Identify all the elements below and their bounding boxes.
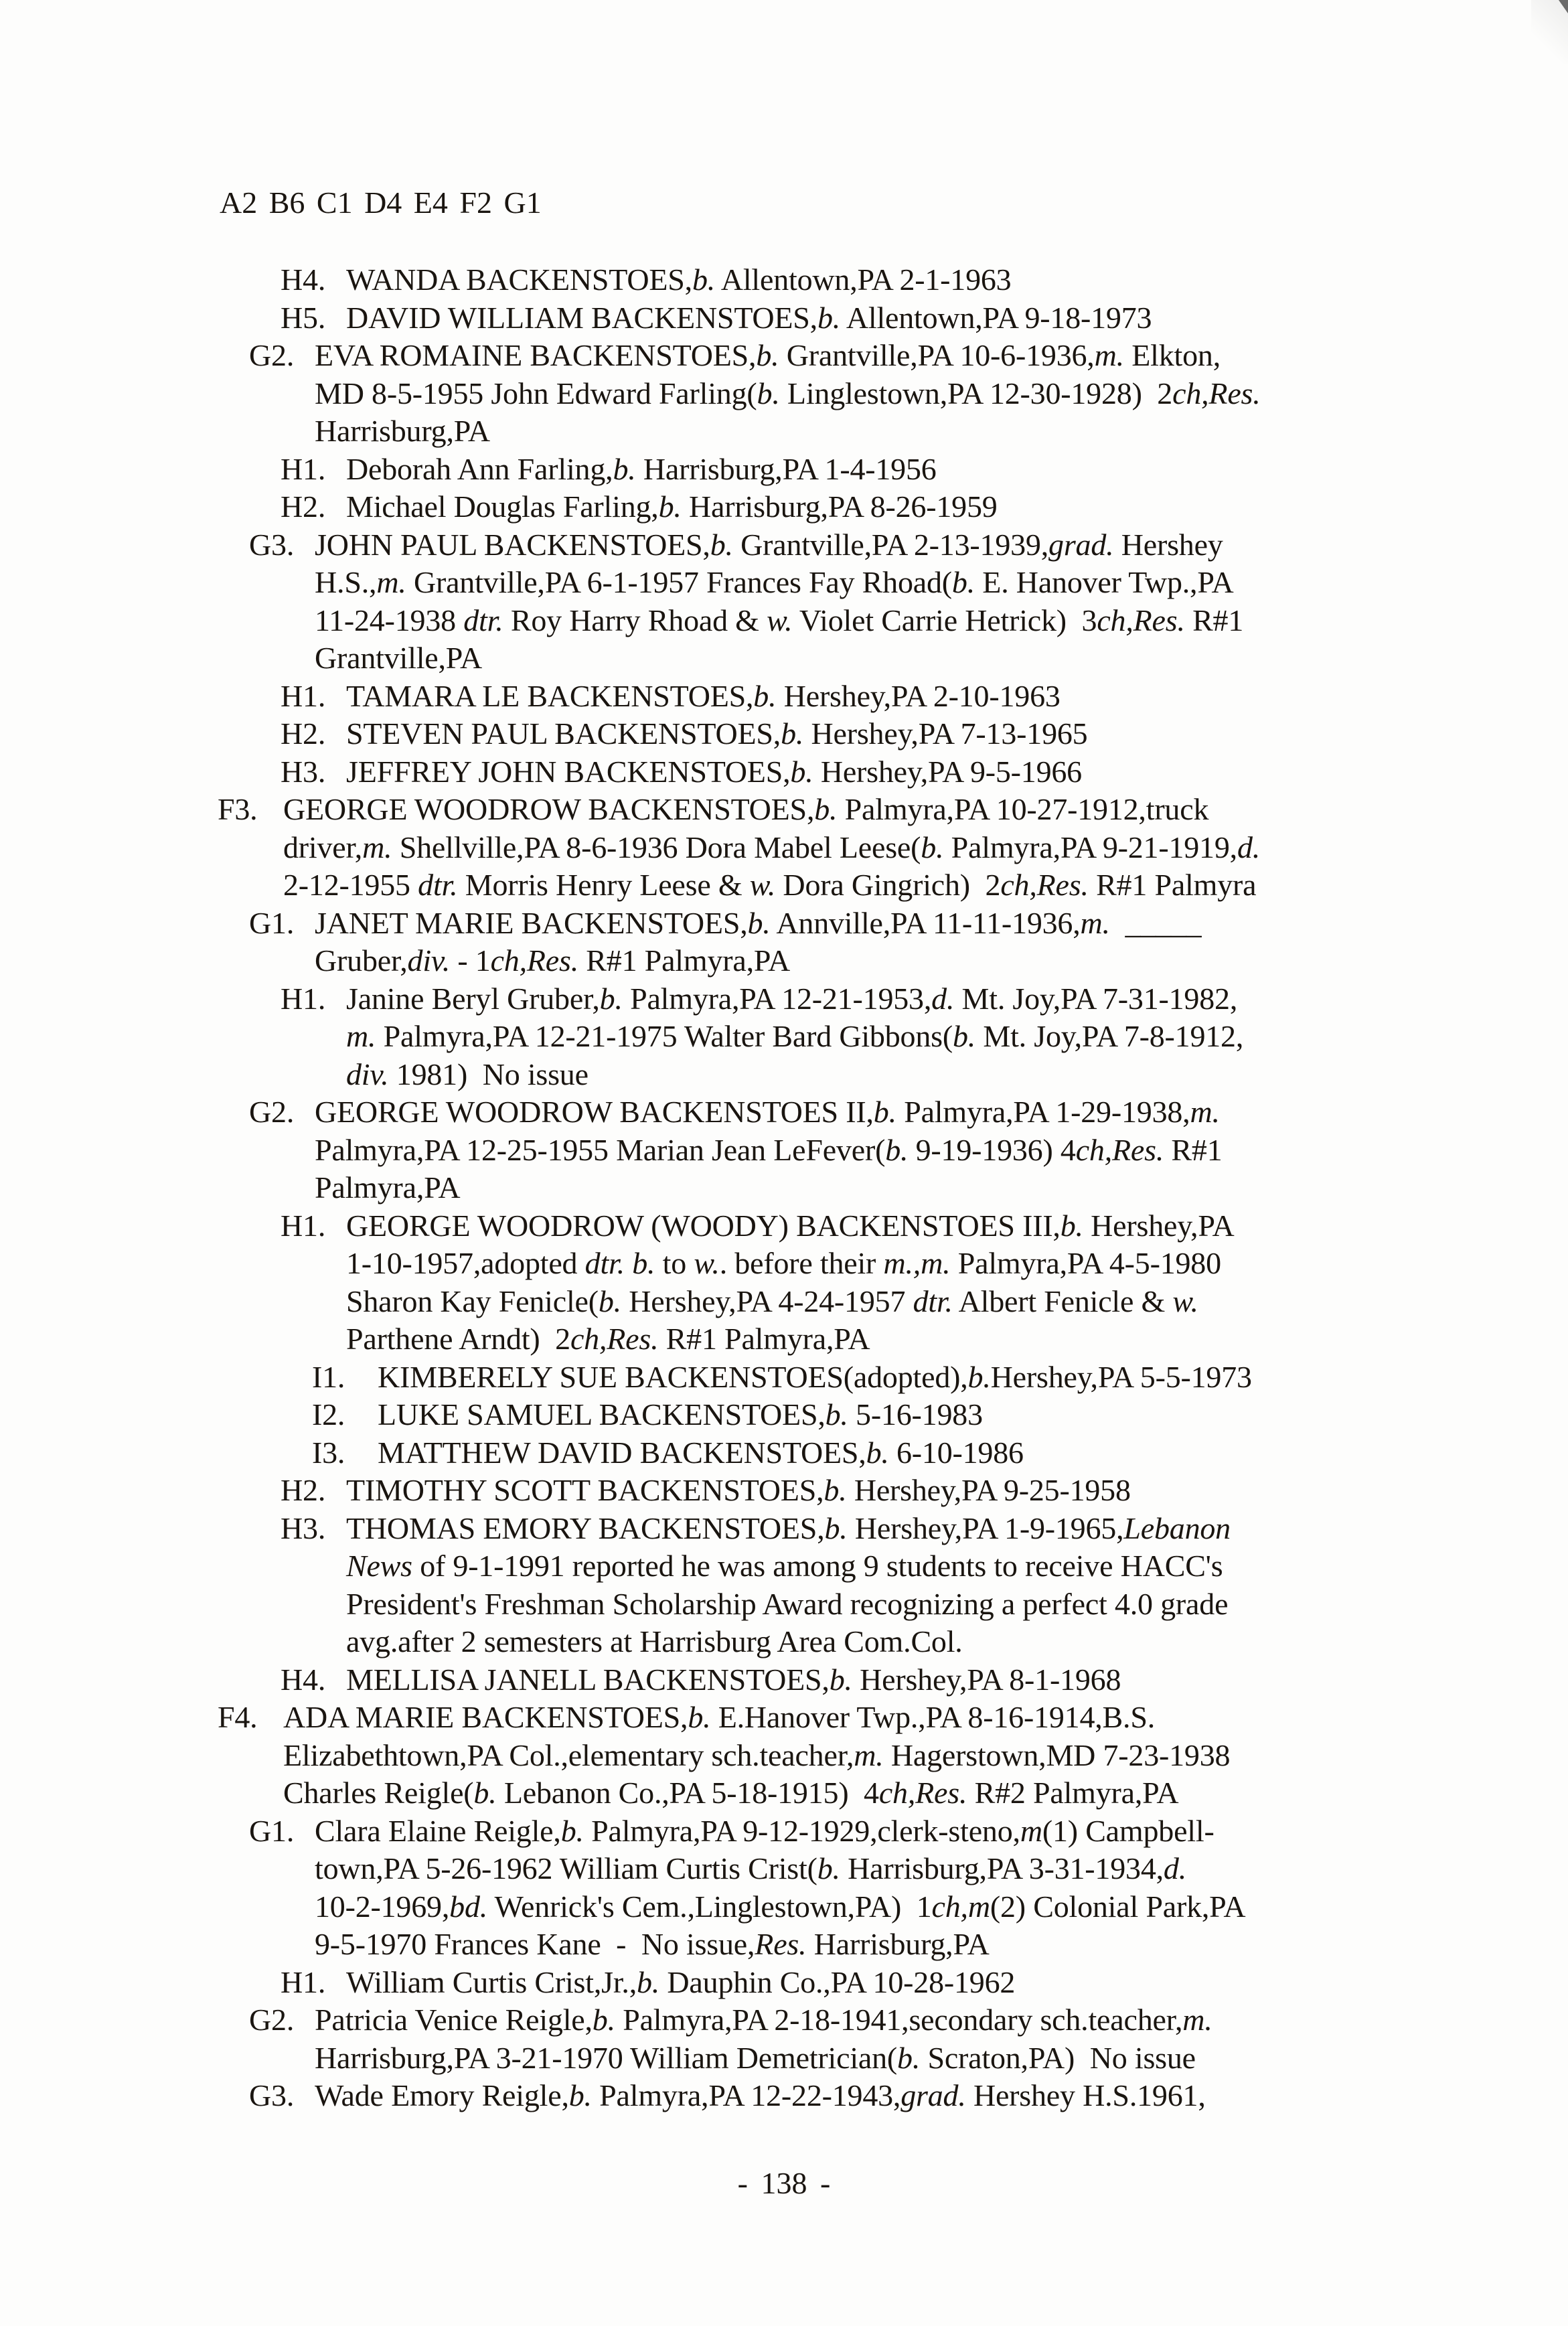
genealogy-entry	[218, 1472, 1535, 1510]
entry-text: JEFFREY JOHN BACKENSTOES,b. Hershey,PA 9-5-1966	[346, 754, 1082, 789]
genealogy-entry	[218, 451, 1535, 489]
genealogy-entry	[218, 753, 1535, 791]
entry-label: H1.	[281, 678, 326, 713]
entry-label: H2.	[281, 489, 326, 524]
entry-label: H1.	[281, 451, 326, 486]
entry-label: I2.	[312, 1397, 345, 1431]
genealogy-entry	[218, 261, 1535, 299]
entry-label: G3.	[249, 2078, 295, 2112]
entry-label: H1.	[281, 1964, 326, 1999]
entry-label: G2.	[249, 338, 295, 372]
entry-text: Michael Douglas Farling,b. Harrisburg,PA 8-26-1959	[346, 489, 998, 524]
genealogy-entry	[218, 1812, 1535, 1964]
entry-text: EVA ROMAINE BACKENSTOES,b. Grantville,PA 10-6-1936,m. Elkton, MD 8-5-1955 John Edward Farling(b. Linglestown,PA 12-30-1928) 2ch,Res. Harrisburg,PA	[315, 338, 1261, 448]
genealogy-entry	[218, 905, 1535, 980]
entry-text: Wade Emory Reigle,b. Palmyra,PA 12-22-1943,grad. Hershey H.S.1961,	[315, 2078, 1206, 2112]
genealogy-entries	[218, 261, 1535, 2115]
entry-label: H2.	[281, 1473, 326, 1507]
entry-text: WANDA BACKENSTOES,b. Allentown,PA 2-1-1963	[346, 262, 1012, 297]
entry-label: H1.	[281, 981, 326, 1016]
genealogy-entry	[218, 526, 1535, 678]
genealogy-entry	[218, 980, 1535, 1094]
genealogy-entry	[218, 715, 1535, 753]
genealogy-entry	[218, 1510, 1535, 1661]
genealogy-entry	[218, 299, 1535, 337]
genealogy-entry	[218, 337, 1535, 451]
entry-text: William Curtis Crist,Jr.,b. Dauphin Co.,PA 10-28-1962	[346, 1964, 1016, 1999]
genealogy-entry	[218, 2077, 1535, 2115]
entry-text: GEORGE WOODROW BACKENSTOES,b. Palmyra,PA 10-27-1912,truck driver,m. Shellville,PA 8-6-1936 Dora Mabel Leese(b. Palmyra,PA 9-21-1919,d. 2-12-1955 dtr. Morris Henry Leese & w. Dora Gingrich) 2ch,Res. R#1 Palmyra	[283, 792, 1261, 902]
entry-label: G1.	[249, 1813, 295, 1848]
entry-text: ADA MARIE BACKENSTOES,b. E.Hanover Twp.,PA 8-16-1914,B.S. Elizabethtown,PA Col.,elementary sch.teacher,m. Hagerstown,MD 7-23-1938 Charles Reigle(b. Lebanon Co.,PA 5-18-1915) 4ch,Res. R#2 Palmyra,PA	[283, 1700, 1231, 1810]
entry-text: TIMOTHY SCOTT BACKENSTOES,b. Hershey,PA 9-25-1958	[346, 1473, 1131, 1507]
genealogy-entry	[218, 678, 1535, 716]
entry-label: H4.	[281, 1662, 326, 1697]
entry-text: JANET MARIE BACKENSTOES,b. Annville,PA 11-11-1936,m. _____ Gruber,div. - 1ch,Res. R#1 Palmyra,PA	[315, 905, 1202, 978]
entry-text: DAVID WILLIAM BACKENSTOES,b. Allentown,PA 9-18-1973	[346, 300, 1152, 335]
page-number: - 138 -	[737, 2165, 831, 2200]
entry-label: G1.	[249, 905, 295, 940]
entry-text: Janine Beryl Gruber,b. Palmyra,PA 12-21-1953,d. Mt. Joy,PA 7-31-1982, m. Palmyra,PA 12-21-1975 Walter Bard Gibbons(b. Mt. Joy,PA 7-8-1912, div. 1981) No issue	[346, 981, 1244, 1091]
genealogy-entry	[218, 1434, 1535, 1472]
entry-text: Patricia Venice Reigle,b. Palmyra,PA 2-18-1941,secondary sch.teacher,m. Harrisburg,PA 3-21-1970 William Demetrician(b. Scraton,PA) No issue	[315, 2003, 1212, 2075]
entry-text: MELLISA JANELL BACKENSTOES,b. Hershey,PA 8-1-1968	[346, 1662, 1121, 1697]
entry-label: I3.	[312, 1435, 345, 1470]
genealogy-entry	[218, 488, 1535, 526]
entry-text: STEVEN PAUL BACKENSTOES,b. Hershey,PA 7-13-1965	[346, 716, 1088, 751]
entry-label: F3.	[218, 792, 258, 826]
entry-text: JOHN PAUL BACKENSTOES,b. Grantville,PA 2-13-1939,grad. Hershey H.S.,m. Grantville,PA 6-1-1957 Frances Fay Rhoad(b. E. Hanover Twp.,PA 11-24-1938 dtr. Roy Harry Rhoad & w. Violet Carrie Hetrick) 3ch,Res. R#1 Grantville,PA	[315, 527, 1244, 675]
entry-text: Deborah Ann Farling,b. Harrisburg,PA 1-4-1956	[346, 451, 937, 486]
entry-label: G3.	[249, 527, 295, 562]
entry-label: H2.	[281, 716, 326, 751]
entry-label: G2.	[249, 2003, 295, 2037]
entry-label: F4.	[218, 1700, 258, 1734]
generation-code-header: A2 B6 C1 D4 E4 F2 G1	[220, 185, 542, 220]
entry-label: G2.	[249, 1095, 295, 1129]
genealogy-entry	[218, 1661, 1535, 1699]
entry-text: TAMARA LE BACKENSTOES,b. Hershey,PA 2-10-1963	[346, 678, 1061, 713]
entry-text: THOMAS EMORY BACKENSTOES,b. Hershey,PA 1-9-1965,Lebanon News of 9-1-1991 reported he was among 9 students to receive HACC's President's Freshman Scholarship Award recognizing a perfect 4.0 grade avg.after 2 semesters at Harrisburg Area Com.Col.	[346, 1510, 1231, 1658]
entry-text: LUKE SAMUEL BACKENSTOES,b. 5-16-1983	[378, 1397, 983, 1431]
genealogy-entry	[218, 1964, 1535, 2002]
entry-label: H4.	[281, 262, 326, 297]
entry-label: H5.	[281, 300, 326, 335]
entry-label: I1.	[312, 1359, 345, 1394]
entry-label: H1.	[281, 1208, 326, 1243]
genealogy-entry	[218, 1207, 1535, 1359]
entry-text: GEORGE WOODROW BACKENSTOES II,b. Palmyra,PA 1-29-1938,m. Palmyra,PA 12-25-1955 Marian Jean LeFever(b. 9-19-1936) 4ch,Res. R#1 Palmyra,PA	[315, 1095, 1223, 1205]
genealogy-entry	[218, 1699, 1535, 1812]
genealogy-entry	[218, 791, 1535, 905]
genealogy-entry	[218, 1396, 1535, 1434]
genealogy-entry	[218, 1093, 1535, 1207]
entry-text: KIMBERELY SUE BACKENSTOES(adopted),b.Hershey,PA 5-5-1973	[378, 1359, 1252, 1394]
entry-text: MATTHEW DAVID BACKENSTOES,b. 6-10-1986	[378, 1435, 1024, 1470]
entry-text: GEORGE WOODROW (WOODY) BACKENSTOES III,b. Hershey,PA 1-10-1957,adopted dtr. b. to w.. before their m.,m. Palmyra,PA 4-5-1980 Sharon Kay Fenicle(b. Hershey,PA 4-24-1957 dtr. Albert Fenicle & w. Parthene Arndt) 2ch,Res. R#1 Palmyra,PA	[346, 1208, 1235, 1356]
entry-label: H3.	[281, 1510, 326, 1545]
entry-label: H3.	[281, 754, 326, 789]
genealogy-entry	[218, 2001, 1535, 2077]
entry-text: Clara Elaine Reigle,b. Palmyra,PA 9-12-1929,clerk-steno,m(1) Campbell- town,PA 5-26-1962 William Curtis Crist(b. Harrisburg,PA 3-31-1934,d. 10-2-1969,bd. Wenrick's Cem.,Linglestown,PA) 1ch,m(2) Colonial Park,PA 9-5-1970 Frances Kane - No issue,Res. Harrisburg,PA	[315, 1813, 1246, 1961]
genealogy-entry	[218, 1359, 1535, 1397]
scan-corner-shade	[1531, 0, 1568, 64]
